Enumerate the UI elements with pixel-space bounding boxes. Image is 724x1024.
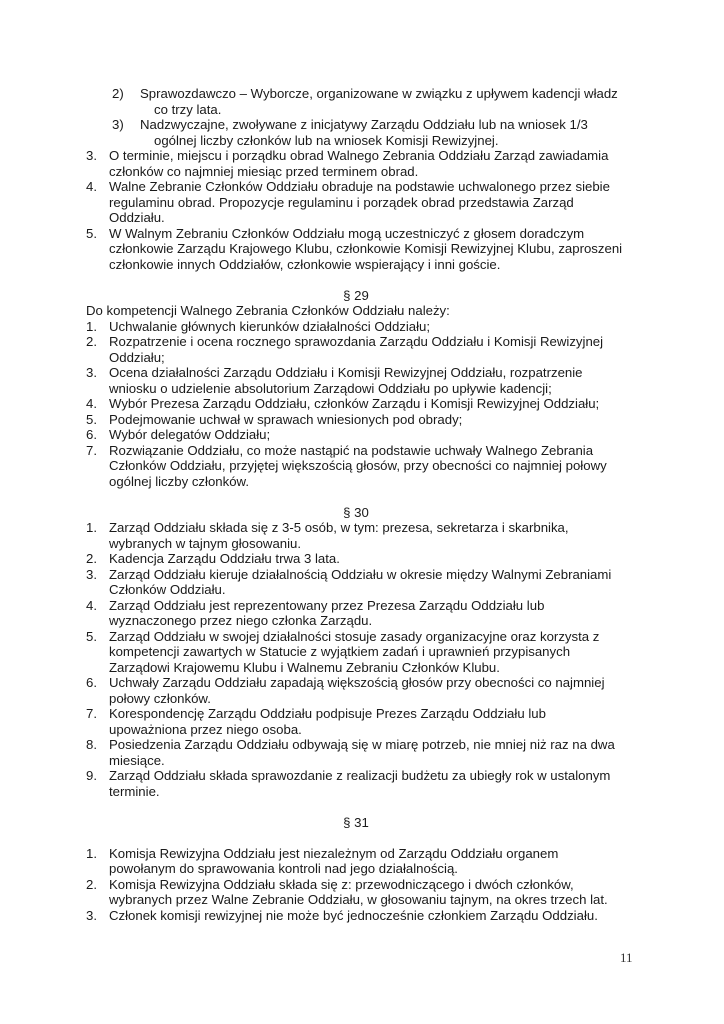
- item-number: 6.: [86, 675, 97, 690]
- list-item: [86, 396, 626, 412]
- item-number: 4.: [86, 597, 97, 613]
- list-item: [86, 319, 626, 335]
- list-item: [86, 365, 626, 396]
- item-text: Uchwalanie głównych kierunków działalności Oddziału;: [109, 318, 431, 334]
- item-text: Posiedzenia Zarządu Oddziału odbywają się w miarę potrzeb, nie mniej niż raz na dwa miesiące.: [109, 737, 615, 768]
- list-item: [86, 737, 626, 768]
- item-number: 3.: [86, 907, 97, 923]
- item-number: 5.: [86, 411, 97, 427]
- page-number: 11: [620, 950, 633, 965]
- list-item: [86, 412, 626, 428]
- item-number: 1.: [86, 520, 97, 535]
- list-item: [86, 629, 626, 676]
- item-text: O terminie, miejscu i porządku obrad Walnego Zebrania Oddziału Zarząd zawiadamia członków co najmniej miesiąc przed terminem obrad.: [109, 148, 609, 179]
- section-heading-31: § 31: [343, 814, 369, 830]
- list-item: [86, 179, 626, 226]
- item-text: Zarząd Oddziału składa sprawozdanie z realizacji budżetu za ubiegły rok w ustalonym terminie.: [109, 768, 611, 799]
- list-item: [86, 598, 626, 629]
- list-item: [86, 551, 626, 567]
- item-text: Zarząd Oddziału kieruje działalnością Oddziału w okresie między Walnymi Zebraniami Członków Oddziału.: [109, 566, 612, 597]
- item-number: 5.: [86, 628, 97, 644]
- list-item: [86, 768, 626, 799]
- item-text: Komisja Rewizyjna Oddziału składa się z: przewodniczącego i dwóch członków, wybranych przez Walne Zebranie Oddziału, w głosowaniu tajnym, na okres trzech lat.: [109, 876, 608, 907]
- item-text: Zarząd Oddziału w swojej działalności stosuje zasady organizacyjne oraz korzysta z kompetencji zawartych w Statucie z wyjątkiem zadań i uprawnień przypisanych Zarządowi Krajowemu Klubu i Walnemu Zebraniu Członków Klubu.: [109, 628, 600, 675]
- item-text: Kadencja Zarządu Oddziału trwa 3 lata.: [109, 551, 340, 566]
- item-text: Podejmowanie uchwał w sprawach wniesionych pod obrady;: [109, 411, 463, 427]
- item-text: Rozwiązanie Oddziału, co może nastąpić na podstawie uchwały Walnego Zebrania Członków Oddziału, przyjętej większością głosów, przy obecności co najmniej połowy ogólnej liczby członków.: [109, 442, 607, 489]
- item-text: Komisja Rewizyjna Oddziału jest niezależnym od Zarządu Oddziału organem powołanym do sprawowania kontroli nad jego działalnością.: [109, 845, 559, 876]
- item-number: 6.: [86, 427, 97, 442]
- list-item: [86, 675, 626, 706]
- item-number: 3.: [86, 365, 97, 380]
- list-item: [86, 148, 626, 179]
- item-text: Ocena działalności Zarządu Oddziału i Komisji Rewizyjnej Oddziału, rozpatrzenie wniosku o udzielenie absolutorium Zarządowi Oddziału po upływie kadencji;: [109, 365, 583, 396]
- item-number: 7.: [86, 706, 97, 721]
- item-number: 3.: [86, 566, 97, 582]
- item-text: Zarząd Oddziału jest reprezentowany przez Prezesa Zarządu Oddziału lub wyznaczonego przez niego członka Zarządu.: [109, 597, 545, 628]
- item-text: Uchwały Zarządu Oddziału zapadają większością głosów przy obecności co najmniej połowy członków.: [109, 675, 605, 706]
- item-number: 9.: [86, 768, 97, 783]
- item-text: Walne Zebranie Członków Oddziału obraduje na podstawie uchwalonego przez siebie regulaminu obrad. Propozycje regulaminu i porządek obrad przedstawia Zarząd Oddziału.: [109, 179, 610, 225]
- item-text: Zarząd Oddziału składa się z 3-5 osób, w tym: prezesa, sekretarza i skarbnika, wybranych w tajnym głosowaniu.: [109, 520, 569, 551]
- sub-item-number: 2): [112, 86, 124, 101]
- item-number: 1.: [86, 318, 97, 334]
- list-item: [86, 706, 626, 737]
- sub-list-item: [86, 86, 626, 117]
- list-item: [86, 908, 626, 924]
- document-body: [86, 86, 626, 923]
- list-item: [86, 334, 626, 365]
- list-item: [86, 226, 626, 273]
- sub-item-text: Sprawozdawczo – Wyborcze, organizowane w związku z upływem kadencji władz co trzy lata.: [140, 86, 618, 117]
- list-item: [86, 427, 626, 443]
- item-number: 3.: [86, 148, 97, 163]
- sub-item-number: 3): [112, 117, 124, 132]
- item-number: 7.: [86, 442, 97, 458]
- item-number: 5.: [86, 225, 97, 241]
- item-number: 4.: [86, 396, 97, 411]
- item-text: Wybór Prezesa Zarządu Oddziału, członków Zarządu i Komisji Rewizyjnej Oddziału;: [109, 396, 600, 411]
- item-text: W Walnym Zebraniu Członków Oddziału mogą uczestniczyć z głosem doradczym członkowie Zarządu Krajowego Klubu, członkowie Komisji Rewizyjnej Klubu, zaproszeni członkowie innych Oddziałów, członkowie wspierający i inni goście.: [109, 225, 623, 272]
- sub-list-item: [86, 117, 626, 148]
- item-number: 2.: [86, 876, 97, 892]
- list-item: [86, 443, 626, 490]
- list-item: [86, 520, 626, 551]
- list-item: [86, 877, 626, 908]
- item-text: Wybór delegatów Oddziału;: [109, 427, 271, 442]
- sub-item-text: Nadzwyczajne, zwoływane z inicjatywy Zarządu Oddziału lub na wniosek 1/3 ogólnej liczby członków lub na wniosek Komisji Rewizyjnej.: [140, 117, 588, 148]
- item-number: 1.: [86, 845, 97, 861]
- item-text: Członek komisji rewizyjnej nie może być jednocześnie członkiem Zarządu Oddziału.: [109, 907, 598, 923]
- section-intro: Do kompetencji Walnego Zebrania Członków Oddziału należy:: [86, 303, 450, 318]
- section-heading-30: § 30: [343, 504, 369, 520]
- item-text: Rozpatrzenie i ocena rocznego sprawozdania Zarządu Oddziału i Komisji Rewizyjnej Oddziału;: [109, 334, 604, 365]
- section-heading-29: § 29: [343, 287, 369, 303]
- item-text: Korespondencję Zarządu Oddziału podpisuje Prezes Zarządu Oddziału lub upoważniona przez niego osoba.: [109, 706, 546, 737]
- list-item: [86, 567, 626, 598]
- item-number: 2.: [86, 334, 97, 349]
- list-item: [86, 846, 626, 877]
- item-number: 8.: [86, 737, 97, 752]
- item-number: 2.: [86, 551, 97, 566]
- item-number: 4.: [86, 179, 97, 194]
